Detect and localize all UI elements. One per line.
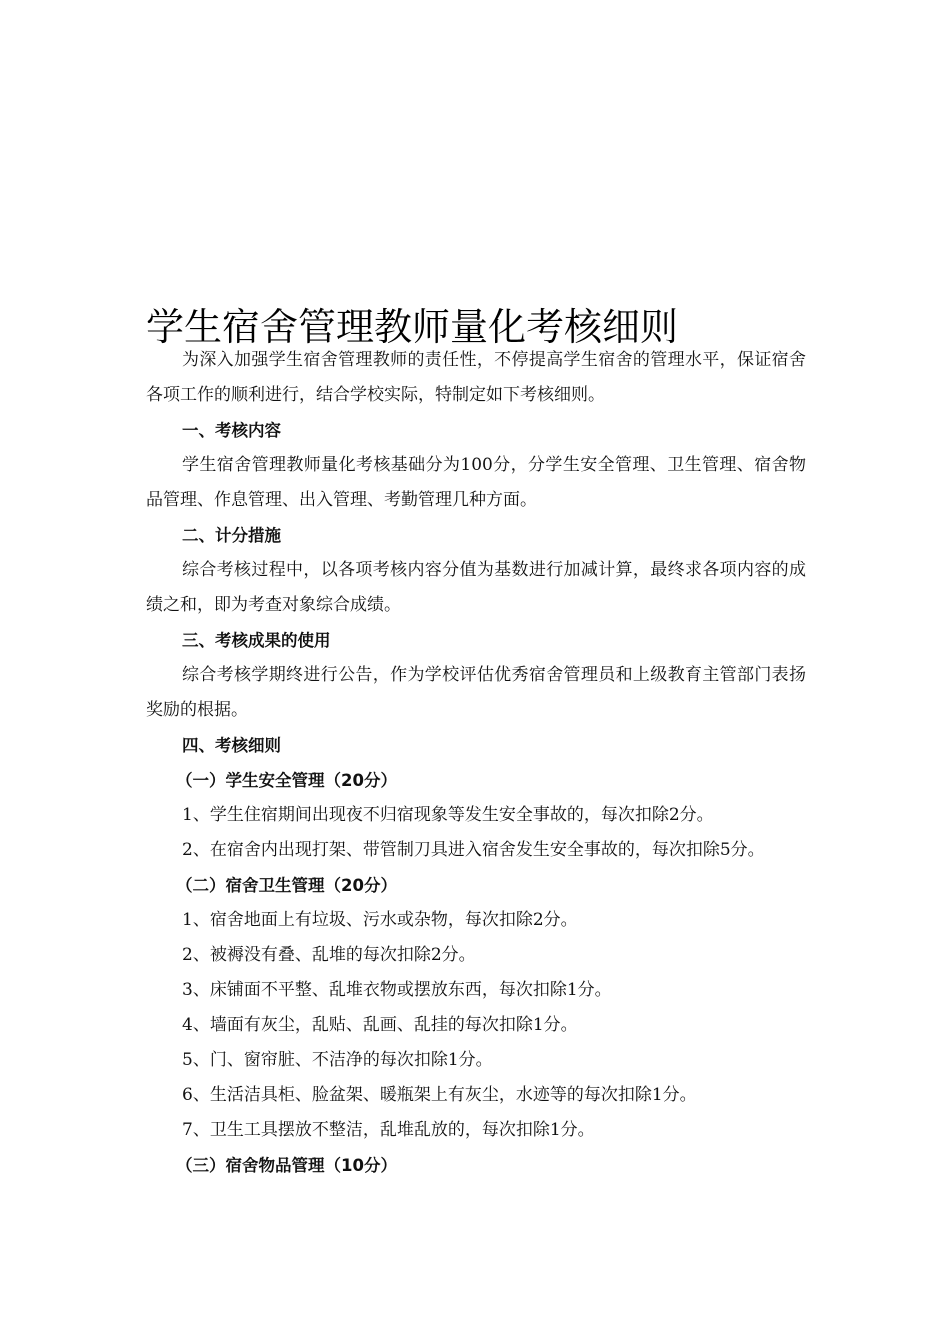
section-text-content: 学生宿舍管理教师量化考核基础分为100分，分学生安全管理、卫生管理、宿舍物品管理、作息管理、出入管理、考勤管理几种方面。: [146, 455, 806, 510]
subsection-heading-items: （三）宿舍物品管理（10分）: [176, 1156, 397, 1175]
section-text-scoring: 综合考核过程中，以各项考核内容分值为基数进行加减计算，最终求各项内容的成绩之和，即为考查对象综合成绩。: [146, 560, 806, 615]
rule-item: 1、宿舍地面上有垃圾、污水或杂物，每次扣除2分。: [182, 910, 578, 930]
document-body: [146, 343, 806, 1183]
document-title: 学生宿舍管理教师量化考核细则: [146, 305, 679, 349]
subsection-heading-safety: （一）学生安全管理（20分）: [176, 771, 397, 790]
rule-item: 1、学生住宿期间出现夜不归宿现象等发生安全事故的，每次扣除2分。: [182, 805, 714, 825]
section-heading-content: 一、考核内容: [182, 421, 281, 440]
rule-item: 6、生活洁具柜、脸盆架、暖瓶架上有灰尘，水迹等的每次扣除1分。: [182, 1085, 697, 1105]
subsection-heading-hygiene: （二）宿舍卫生管理（20分）: [176, 876, 397, 895]
rule-item: 7、卫生工具摆放不整洁，乱堆乱放的，每次扣除1分。: [182, 1120, 595, 1140]
intro-paragraph: 为深入加强学生宿舍管理教师的责任性，不停提高学生宿舍的管理水平，保证宿舍各项工作的顺利进行，结合学校实际，特制定如下考核细则。: [146, 350, 806, 405]
section-heading-results: 三、考核成果的使用: [182, 631, 331, 650]
section-heading-scoring: 二、计分措施: [182, 526, 281, 545]
rule-item: 3、床铺面不平整、乱堆衣物或摆放东西，每次扣除1分。: [182, 980, 612, 1000]
section-text-results: 综合考核学期终进行公告，作为学校评估优秀宿舍管理员和上级教育主管部门表扬奖励的根据。: [146, 665, 806, 720]
rule-item: 2、被褥没有叠、乱堆的每次扣除2分。: [182, 945, 476, 965]
section-heading-rules: 四、考核细则: [182, 736, 281, 755]
rule-item: 4、墙面有灰尘，乱贴、乱画、乱挂的每次扣除1分。: [182, 1015, 578, 1035]
rule-item: 2、在宿舍内出现打架、带管制刀具进入宿舍发生安全事故的，每次扣除5分。: [182, 840, 765, 860]
rule-item: 5、门、窗帘脏、不洁净的每次扣除1分。: [182, 1050, 493, 1070]
